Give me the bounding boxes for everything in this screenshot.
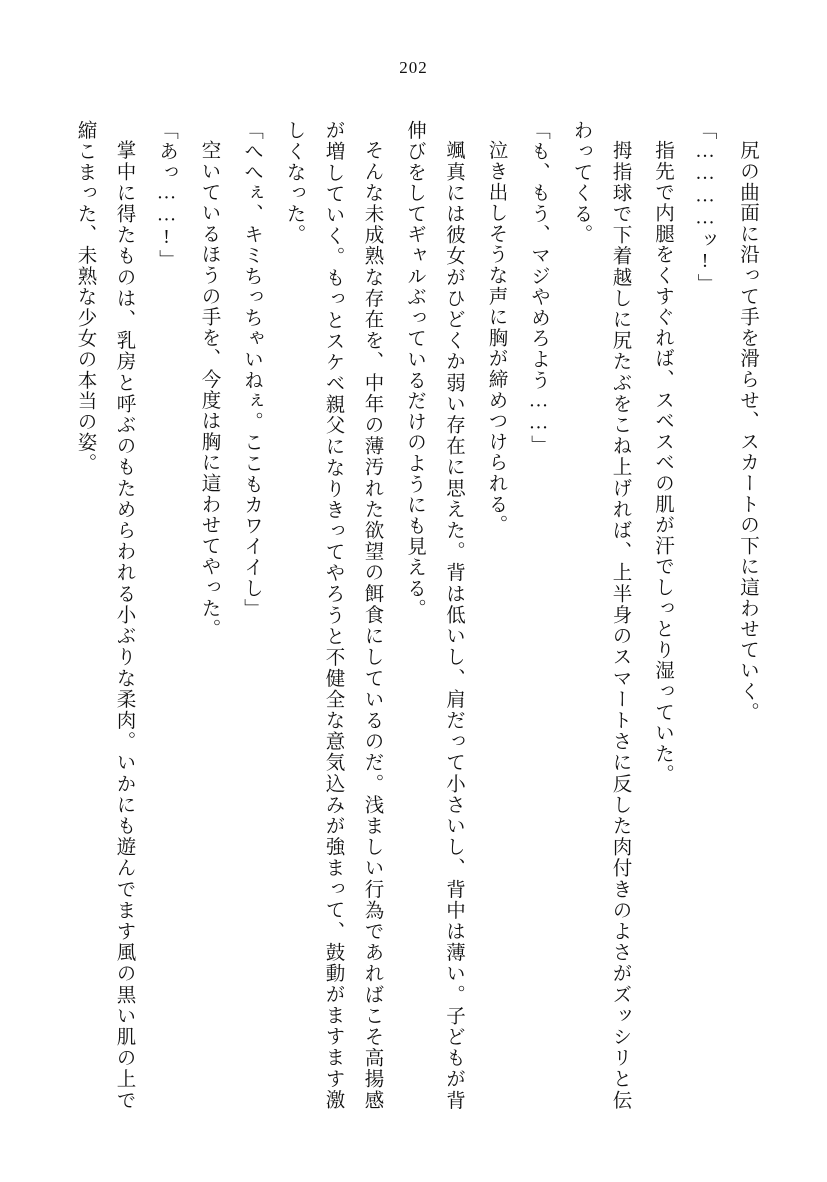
page-number: 202: [399, 58, 428, 77]
paragraph: そんな未成熟な存在を、中年の薄汚れた欲望の餌食にしているのだ。浅ましい行為であればこそ高揚感が増していく。もっとスケベ親父になりきってやろうと不健全な意気込みが強まって、鼓動がますます激しくなった。: [283, 120, 383, 1110]
paragraph: 「…………ッ!」: [694, 120, 716, 294]
paragraph: 「あっ……!」: [156, 120, 177, 271]
paragraph: 「も、もう、マジやめろよう……」: [528, 120, 549, 456]
paragraph: 指先で内腿をくすぐれば、スベスベの肌が汗でしっとり湿っていた。: [652, 139, 673, 785]
paragraph: 掌中に得たものは、乳房と呼ぶのもためらわれる小ぶりな柔肉。いかにも遊んでます風の黒い肌の上で縮こまった、未熟な少女の本当の姿。: [74, 120, 135, 1110]
paragraph: 空いているほうの手を、今度は胸に這わせてやった。: [198, 139, 220, 639]
paragraph: 尻の曲面に沿って手を滑らせ、スカートの下に這わせていく。: [737, 139, 758, 722]
paragraph: 「へへぇ、キミちっちゃいねぇ。ここもカワイイし」: [241, 120, 262, 620]
paragraph: 颯真には彼女がひどくか弱い存在に思えた。背は低いし、肩だって小さいし、背中は薄い。子どもが背伸びをしてギャルぶっているだけのようにも見える。: [404, 120, 464, 1110]
body-text-block: [62, 120, 767, 1110]
paragraph: 拇指球で下着越しに尻たぶをこね上げれば、上半身のスマートさに反した肉付きのよさがズッシリと伝わってくる。: [570, 120, 631, 1110]
paragraph: 泣き出しそうな声に胸が締めつけられる。: [485, 139, 507, 535]
